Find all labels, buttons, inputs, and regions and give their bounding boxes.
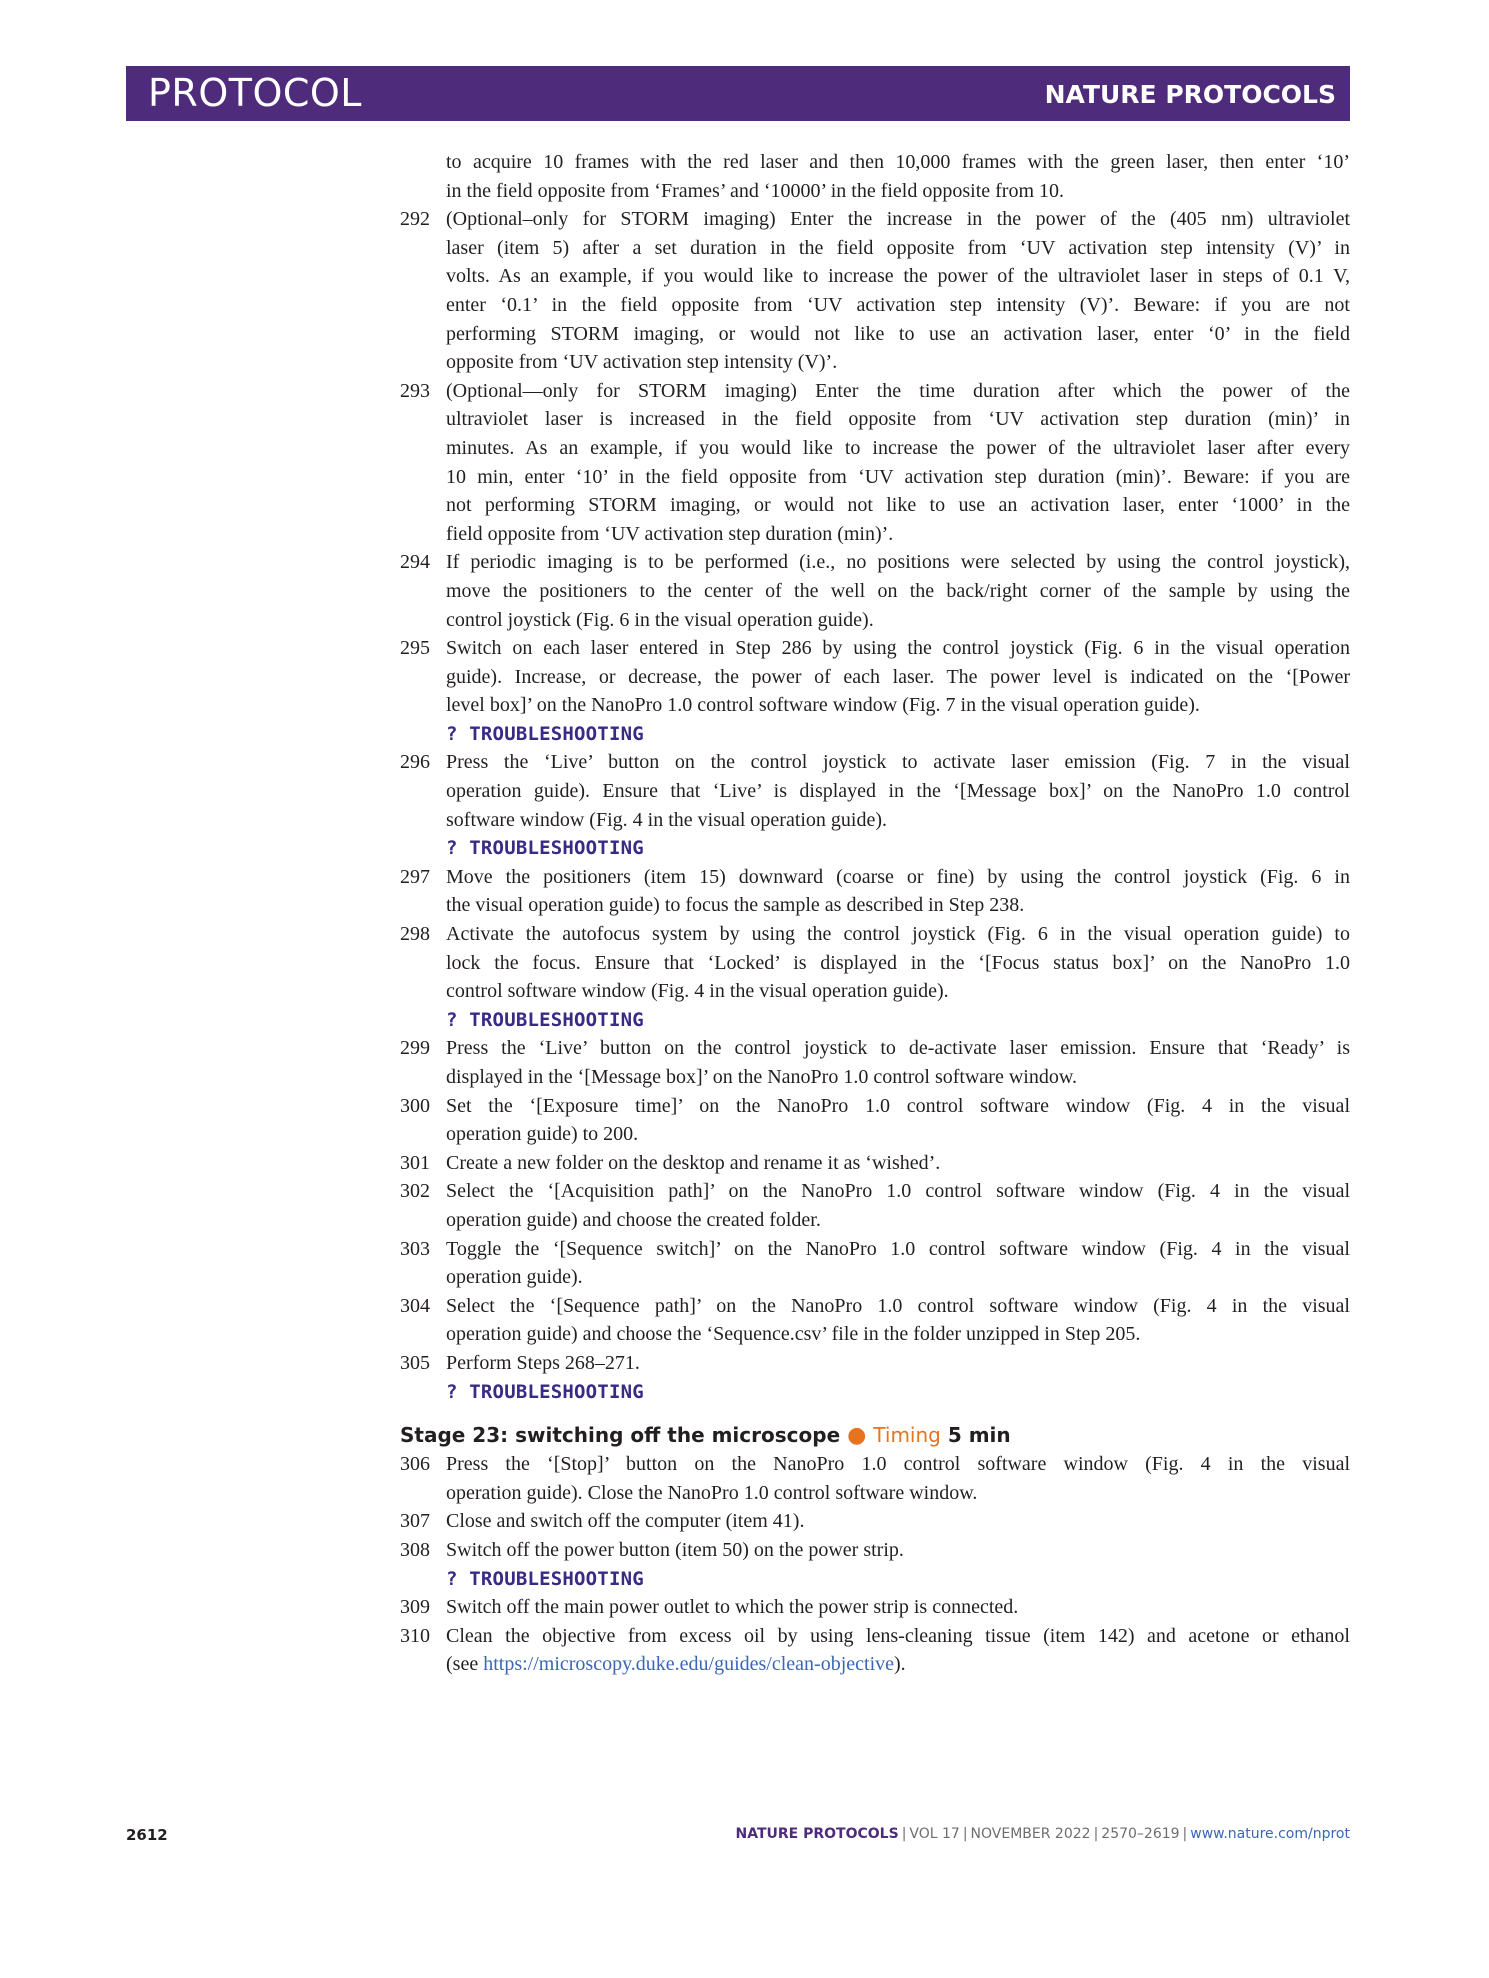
text-line: control joystick (Fig. 6 in the visual operation guide). bbox=[446, 608, 874, 631]
footer-volume: VOL 17 bbox=[909, 1826, 960, 1842]
text-line: opposite from ‘UV activation step intensity (V)’. bbox=[446, 351, 838, 374]
step-number: 292 bbox=[400, 208, 430, 231]
text-line: not performing STORM imaging, or would not like to use an activation laser, enter ‘1000’ in the bbox=[446, 494, 1350, 517]
step-308 bbox=[400, 1536, 1350, 1593]
footer-url-link[interactable]: www.nature.com/nprot bbox=[1190, 1826, 1350, 1842]
text-line: Press the ‘Live’ button on the control joystick to activate laser emission (Fig. 7 in the visual bbox=[446, 751, 1350, 774]
step-number: 303 bbox=[400, 1237, 430, 1260]
footer-pages: 2570–2619 bbox=[1101, 1826, 1180, 1842]
stage-title: Stage 23: switching off the microscope bbox=[400, 1423, 841, 1448]
step-307 bbox=[400, 1507, 1350, 1536]
link-suffix: ). bbox=[894, 1653, 906, 1676]
step-number: 309 bbox=[400, 1596, 430, 1619]
step-number: 307 bbox=[400, 1510, 430, 1533]
step-number: 305 bbox=[400, 1351, 430, 1374]
text-line: Select the ‘[Sequence path]’ on the NanoPro 1.0 control software window (Fig. 4 in the visual bbox=[446, 1294, 1350, 1317]
link-prefix: (see bbox=[446, 1653, 484, 1676]
separator: | bbox=[1182, 1826, 1188, 1842]
step-number: 293 bbox=[400, 379, 430, 402]
step-306 bbox=[400, 1450, 1350, 1507]
step-number: 304 bbox=[400, 1294, 430, 1317]
text-line: Press the ‘[Stop]’ button on the NanoPro 1.0 control software window (Fig. 4 in the visual bbox=[446, 1453, 1350, 1476]
step-293 bbox=[400, 377, 1350, 549]
text-line: displayed in the ‘[Message box]’ on the NanoPro 1.0 control software window. bbox=[446, 1066, 1077, 1088]
text-line: software window (Fig. 4 in the visual operation guide). bbox=[446, 808, 888, 831]
step-296 bbox=[400, 748, 1350, 862]
text-line: Activate the autofocus system by using the control joystick (Fig. 6 in the visual operation guide) to bbox=[446, 923, 1350, 946]
footer-date: NOVEMBER 2022 bbox=[970, 1826, 1091, 1842]
text-line: (Optional–only for STORM imaging) Enter the increase in the power of the (405 nm) ultraviolet bbox=[446, 208, 1350, 231]
step-292 bbox=[400, 205, 1350, 377]
text-line: operation guide) and choose the ‘Sequence.csv’ file in the folder unzipped in Step 205. bbox=[446, 1323, 1141, 1346]
step-number: 306 bbox=[400, 1453, 430, 1476]
step-number: 310 bbox=[400, 1624, 430, 1647]
troubleshooting-link[interactable]: ? TROUBLESHOOTING bbox=[446, 1008, 644, 1031]
separator: | bbox=[901, 1826, 907, 1842]
step-number: 302 bbox=[400, 1180, 430, 1203]
text-line: ultraviolet laser is increased in the field opposite from ‘UV activation step duration (min)’ in bbox=[446, 408, 1350, 431]
troubleshooting-link[interactable]: ? TROUBLESHOOTING bbox=[446, 1567, 644, 1590]
step-294 bbox=[400, 548, 1350, 634]
text-line: operation guide). Close the NanoPro 1.0 control software window. bbox=[446, 1481, 978, 1504]
text-line: operation guide). Ensure that ‘Live’ is displayed in the ‘[Message box]’ on the NanoPro 1.0 control bbox=[446, 780, 1350, 803]
text-line: operation guide) to 200. bbox=[446, 1123, 639, 1146]
clean-objective-link[interactable]: https://microscopy.duke.edu/guides/clean-objective bbox=[483, 1653, 895, 1676]
step-number: 296 bbox=[400, 751, 430, 774]
step-298 bbox=[400, 920, 1350, 1034]
timing-value: 5 min bbox=[947, 1423, 1011, 1448]
text-line: 10 min, enter ‘10’ in the field opposite from ‘UV activation step duration (min)’. Beware: if you are bbox=[446, 465, 1350, 488]
step-number: 308 bbox=[400, 1538, 430, 1561]
text-line: Clean the objective from excess oil by using lens-cleaning tissue (item 142) and acetone or ethanol bbox=[446, 1624, 1350, 1647]
text-line: Create a new folder on the desktop and rename it as ‘wished’. bbox=[446, 1151, 941, 1174]
step-number: 297 bbox=[400, 865, 430, 888]
text-line: field opposite from ‘UV activation step duration (min)’. bbox=[446, 522, 894, 545]
text-line: Toggle the ‘[Sequence switch]’ on the NanoPro 1.0 control software window (Fig. 4 in the visual bbox=[446, 1237, 1350, 1260]
separator: | bbox=[1093, 1826, 1099, 1842]
text-line: to acquire 10 frames with the red laser and then 10,000 frames with the green laser, then enter ‘10’ bbox=[446, 151, 1350, 173]
text-line: Move the positioners (item 15) downward (coarse or fine) by using the control joystick (Fig. 6 in bbox=[446, 865, 1350, 888]
step-303 bbox=[400, 1235, 1350, 1292]
section-label: PROTOCOL bbox=[148, 71, 362, 115]
troubleshooting-link[interactable]: ? TROUBLESHOOTING bbox=[446, 722, 644, 745]
timing-label: Timing bbox=[873, 1423, 941, 1448]
text-line: level box]’ on the NanoPro 1.0 control software window (Fig. 7 in the visual operation guide). bbox=[446, 694, 1200, 717]
step-301 bbox=[400, 1149, 1350, 1178]
continuation-paragraph bbox=[400, 148, 1350, 205]
step-304 bbox=[400, 1292, 1350, 1349]
stage-heading bbox=[400, 1420, 1350, 1450]
step-305 bbox=[400, 1349, 1350, 1406]
step-295 bbox=[400, 634, 1350, 748]
text-line bbox=[446, 1650, 1350, 1679]
step-297 bbox=[400, 863, 1350, 920]
footer-citation bbox=[736, 1826, 1351, 1842]
footer-journal: NATURE PROTOCOLS bbox=[735, 1826, 899, 1842]
text-line: volts. As an example, if you would like to increase the power of the ultraviolet laser in steps of 0.1 V, bbox=[446, 265, 1350, 288]
step-number: 301 bbox=[400, 1151, 430, 1174]
text-line: in the field opposite from ‘Frames’ and ‘10000’ in the field opposite from 10. bbox=[446, 179, 1065, 202]
separator: | bbox=[962, 1826, 968, 1842]
step-number: 299 bbox=[400, 1037, 430, 1060]
text-line: the visual operation guide) to focus the sample as described in Step 238. bbox=[446, 894, 1025, 917]
step-309 bbox=[400, 1593, 1350, 1622]
step-number: 298 bbox=[400, 923, 430, 946]
main-text bbox=[400, 148, 1350, 1679]
step-300 bbox=[400, 1092, 1350, 1149]
text-line: Switch on each laser entered in Step 286 by using the control joystick (Fig. 6 in the visual operation bbox=[446, 637, 1350, 660]
text-line: operation guide). bbox=[446, 1266, 583, 1289]
text-line: lock the focus. Ensure that ‘Locked’ is displayed in the ‘[Focus status box]’ on the NanoPro 1.0 bbox=[446, 951, 1350, 974]
text-line: guide). Increase, or decrease, the power of each laser. The power level is indicated on the ‘[Power bbox=[446, 665, 1350, 688]
text-line: Press the ‘Live’ button on the control joystick to de-activate laser emission. Ensure that ‘Ready’ is bbox=[446, 1037, 1350, 1060]
text-line: Switch off the power button (item 50) on the power strip. bbox=[446, 1538, 904, 1561]
text-line: control software window (Fig. 4 in the visual operation guide). bbox=[446, 980, 949, 1003]
step-310 bbox=[400, 1622, 1350, 1679]
text-line: Switch off the main power outlet to which the power strip is connected. bbox=[446, 1596, 1019, 1619]
troubleshooting-link[interactable]: ? TROUBLESHOOTING bbox=[446, 1380, 644, 1403]
text-line: Perform Steps 268–271. bbox=[446, 1351, 640, 1374]
step-299 bbox=[400, 1034, 1350, 1091]
journal-name: NATURE PROTOCOLS bbox=[1044, 80, 1336, 109]
text-line: enter ‘0.1’ in the field opposite from ‘UV activation step intensity (V)’. Beware: if you are not bbox=[446, 293, 1350, 316]
text-line: minutes. As an example, if you would like to increase the power of the ultraviolet laser after every bbox=[446, 436, 1350, 459]
timing-dot-icon: ● bbox=[847, 1423, 867, 1449]
troubleshooting-link[interactable]: ? TROUBLESHOOTING bbox=[446, 837, 644, 860]
text-line: Select the ‘[Acquisition path]’ on the NanoPro 1.0 control software window (Fig. 4 in the visual bbox=[446, 1180, 1350, 1203]
text-line: Set the ‘[Exposure time]’ on the NanoPro 1.0 control software window (Fig. 4 in the visual bbox=[446, 1094, 1350, 1117]
text-line: operation guide) and choose the created folder. bbox=[446, 1208, 821, 1231]
text-line: (Optional—only for STORM imaging) Enter the time duration after which the power of the bbox=[446, 379, 1350, 402]
text-line: move the positioners to the center of the well on the back/right corner of the sample by using the bbox=[446, 579, 1350, 602]
text-line: performing STORM imaging, or would not like to use an activation laser, enter ‘0’ in the field bbox=[446, 322, 1350, 345]
text-line: Close and switch off the computer (item 41). bbox=[446, 1510, 805, 1533]
text-line: If periodic imaging is to be performed (i.e., no positions were selected by using the control joystick), bbox=[446, 551, 1350, 574]
step-number: 295 bbox=[400, 637, 430, 660]
step-number: 294 bbox=[400, 551, 430, 574]
step-number: 300 bbox=[400, 1094, 430, 1117]
text-line: laser (item 5) after a set duration in the field opposite from ‘UV activation step intensity (V)’ in bbox=[446, 236, 1350, 259]
step-302 bbox=[400, 1177, 1350, 1234]
page-number: 2612 bbox=[126, 1826, 168, 1844]
page-header-bar bbox=[126, 66, 1350, 121]
